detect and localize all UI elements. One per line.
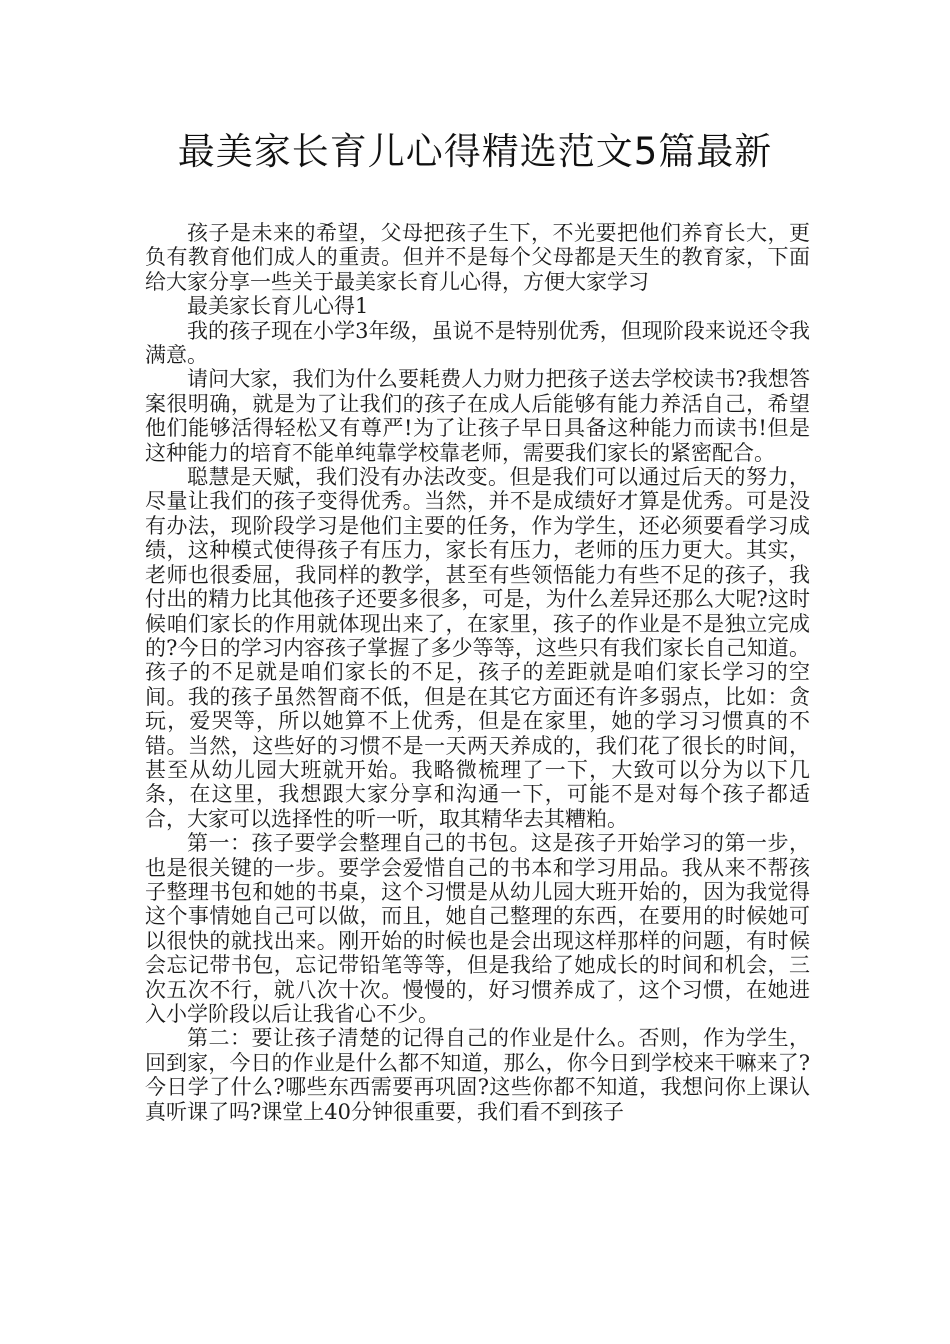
document-title: 最美家长育儿心得精选范文5篇最新: [177, 130, 773, 173]
body-paragraph: 第一：孩子要学会整理自己的书包。这是孩子开始学习的第一步，也是很关键的一步。要学会爱惜自己的书本和学习用品。我从来不帮孩子整理书包和她的书桌，这个习惯是从幼儿园大班开始的，因为我觉得这个事情她自己可以做，而且，她自己整理的东西，在要用的时候她可以很快的就找出来。刚开始的时候也是会出现这样那样的问题，有时候会忘记带书包，忘记带铅笔等等，但是我给了她成长的时间和机会，三次五次不行，就八次十次。慢慢的，好习惯养成了，这个习惯，在她进入小学阶段以后让我省心不少。: [145, 831, 810, 1026]
body-paragraph: 聪慧是天赋，我们没有办法改变。但是我们可以通过后天的努力，尽量让我们的孩子变得优秀。当然，并不是成绩好才算是优秀。可是没有办法，现阶段学习是他们主要的任务，作为学生，还必须要看学习成绩，这种模式使得孩子有压力，家长有压力，老师的压力更大。其实，老师也很委屈，我同样的教学，甚至有些领悟能力有些不足的孩子，我付出的精力比其他孩子还要多很多，可是，为什么差异还那么大呢?这时候咱们家长的作用就体现出来了，在家里，孩子的作业是不是独立完成的?今日的学习内容孩子掌握了多少等等，这些只有我们家长自己知道。孩子的不足就是咱们家长的不足，孩子的差距就是咱们家长学习的空间。我的孩子虽然智商不低，但是在其它方面还有许多弱点，比如：贪玩，爱哭等，所以她算不上优秀，但是在家里，她的学习习惯真的不错。当然，这些好的习惯不是一天两天养成的，我们花了很长的时间，甚至从幼儿园大班就开始。我略微梳理了一下，大致可以分为以下几条，在这里，我想跟大家分享和沟通一下，可能不是对每个孩子都适合，大家可以选择性的听一听，取其精华去其糟粕。: [145, 465, 810, 831]
section-heading: 最美家长育儿心得1: [187, 294, 369, 319]
body-paragraph: 请问大家，我们为什么要耗费人力财力把孩子送去学校读书?我想答案很明确，就是为了让我们的孩子在成人后能够有能力养活自己，希望他们能够活得轻松又有尊严!为了让孩子早日具备这种能力而读书!但是这种能力的培育不能单纯靠学校靠老师，需要我们家长的紧密配合。: [145, 367, 810, 465]
body-paragraph: 第二：要让孩子清楚的记得自己的作业是什么。否则，作为学生，回到家，今日的作业是什么都不知道，那么，你今日到学校来干嘛来了?今日学了什么?哪些东西需要再巩固?这些你都不知道，我想问你上课认真听课了吗?课堂上40分钟很重要，我们看不到孩子: [145, 1026, 810, 1124]
body-paragraph: 我的孩子现在小学3年级，虽说不是特别优秀，但现阶段来说还令我满意。: [145, 318, 810, 368]
intro-paragraph: 孩子是未来的希望，父母把孩子生下，不光要把他们养育长大，更负有教育他们成人的重责。但并不是每个父母都是天生的教育家，下面给大家分享一些关于最美家长育儿心得，方便大家学习: [145, 221, 810, 294]
document-body: [145, 221, 810, 1124]
